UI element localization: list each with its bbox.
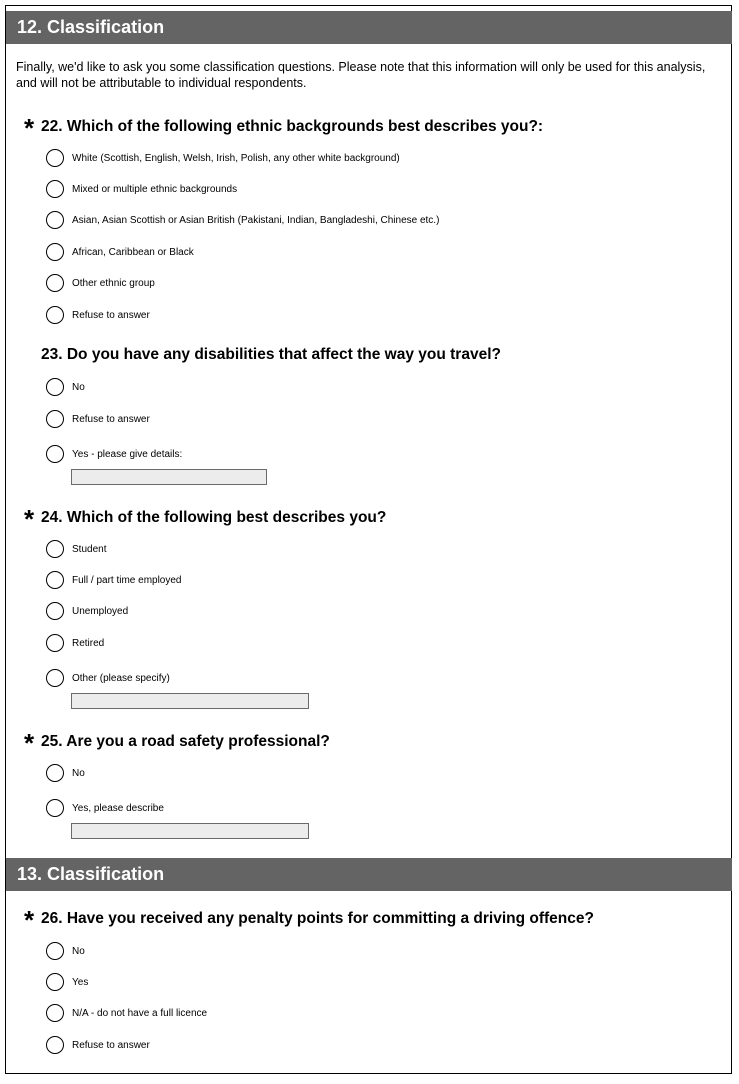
option-label: No: [72, 945, 85, 957]
question-23-label: 23. Do you have any disabilities that affect the way you travel?: [41, 346, 501, 363]
option-label: Other (please specify): [72, 672, 170, 684]
option-label: Other ethnic group: [72, 277, 155, 289]
q22-option-refuse[interactable]: [46, 304, 150, 326]
q22-option-african[interactable]: [46, 241, 194, 263]
option-label: Mixed or multiple ethnic backgrounds: [72, 183, 238, 195]
radio-button[interactable]: [46, 799, 64, 817]
question-26-label: 26. Have you received any penalty points for committing a driving offence?: [41, 910, 594, 927]
q25-describe-input[interactable]: [71, 823, 309, 839]
question-25: [24, 728, 330, 758]
option-label: Refuse to answer: [72, 1039, 150, 1051]
radio-button[interactable]: [46, 571, 64, 589]
q26-option-refuse[interactable]: [46, 1034, 150, 1056]
q24-option-other[interactable]: [46, 667, 170, 689]
q22-option-white[interactable]: [46, 147, 400, 169]
radio-button[interactable]: [46, 942, 64, 960]
section-header-12: 12. Classification: [6, 11, 732, 44]
q23-details-input[interactable]: [71, 469, 267, 485]
q24-option-unemployed[interactable]: [46, 600, 128, 622]
question-26: [24, 905, 594, 935]
option-label: African, Caribbean or Black: [72, 246, 194, 258]
q25-option-no[interactable]: [46, 762, 85, 784]
option-label: No: [72, 767, 85, 779]
radio-button[interactable]: [46, 973, 64, 991]
option-label: N/A - do not have a full licence: [72, 1007, 208, 1019]
option-label: White (Scottish, English, Welsh, Irish, Polish, any other white background): [72, 152, 400, 164]
radio-button[interactable]: [46, 602, 64, 620]
option-label: Full / part time employed: [72, 574, 182, 586]
q26-option-no[interactable]: [46, 940, 85, 962]
radio-button[interactable]: [46, 669, 64, 687]
q26-option-yes[interactable]: [46, 971, 88, 993]
q22-option-other[interactable]: [46, 272, 155, 294]
radio-button[interactable]: [46, 445, 64, 463]
radio-button[interactable]: [46, 306, 64, 324]
radio-button[interactable]: [46, 243, 64, 261]
q25-option-yes[interactable]: [46, 797, 164, 819]
option-label: Unemployed: [72, 605, 129, 617]
question-25-label: 25. Are you a road safety professional?: [41, 733, 330, 750]
radio-button[interactable]: [46, 764, 64, 782]
option-label: Student: [72, 543, 107, 555]
radio-button[interactable]: [46, 180, 64, 198]
q22-option-mixed[interactable]: [46, 178, 237, 200]
question-22-label: 22. Which of the following ethnic backgrounds best describes you?:: [41, 118, 544, 135]
q23-option-no[interactable]: [46, 376, 85, 398]
option-label: No: [72, 381, 85, 393]
q23-option-yes[interactable]: [46, 443, 182, 465]
required-marker: *: [24, 113, 35, 143]
q24-other-input[interactable]: [71, 693, 309, 709]
q24-option-employed[interactable]: [46, 569, 182, 591]
q24-option-retired[interactable]: [46, 632, 104, 654]
option-label: Yes - please give details:: [72, 448, 183, 460]
radio-button[interactable]: [46, 149, 64, 167]
option-label: Asian, Asian Scottish or Asian British (Pakistani, Indian, Bangladeshi, Chinese etc.): [72, 214, 440, 226]
radio-button[interactable]: [46, 1036, 64, 1054]
question-24: [24, 504, 387, 534]
q22-option-asian[interactable]: [46, 209, 439, 231]
option-label: Retired: [72, 637, 105, 649]
radio-button[interactable]: [46, 211, 64, 229]
intro-text: Finally, we'd like to ask you some classification questions. Please note that this information will only be used for this analysis, and will not be attributable to individual respondents.: [16, 60, 706, 90]
required-marker: *: [24, 905, 35, 935]
question-24-label: 24. Which of the following best describes you?: [41, 509, 387, 526]
radio-button[interactable]: [46, 378, 64, 396]
q23-option-refuse[interactable]: [46, 408, 150, 430]
required-marker: *: [24, 728, 35, 758]
option-label: Yes, please describe: [72, 802, 164, 814]
radio-button[interactable]: [46, 1004, 64, 1022]
option-label: Refuse to answer: [72, 413, 150, 425]
q26-option-na[interactable]: [46, 1002, 207, 1024]
required-marker: *: [24, 504, 35, 534]
radio-button[interactable]: [46, 410, 64, 428]
radio-button[interactable]: [46, 274, 64, 292]
question-22: [24, 113, 544, 143]
radio-button[interactable]: [46, 540, 64, 558]
radio-button[interactable]: [46, 634, 64, 652]
option-label: Yes: [72, 976, 89, 988]
option-label: Refuse to answer: [72, 309, 150, 321]
section-header-13: 13. Classification: [6, 858, 732, 891]
q24-option-student[interactable]: [46, 538, 106, 560]
question-23: [24, 346, 501, 364]
